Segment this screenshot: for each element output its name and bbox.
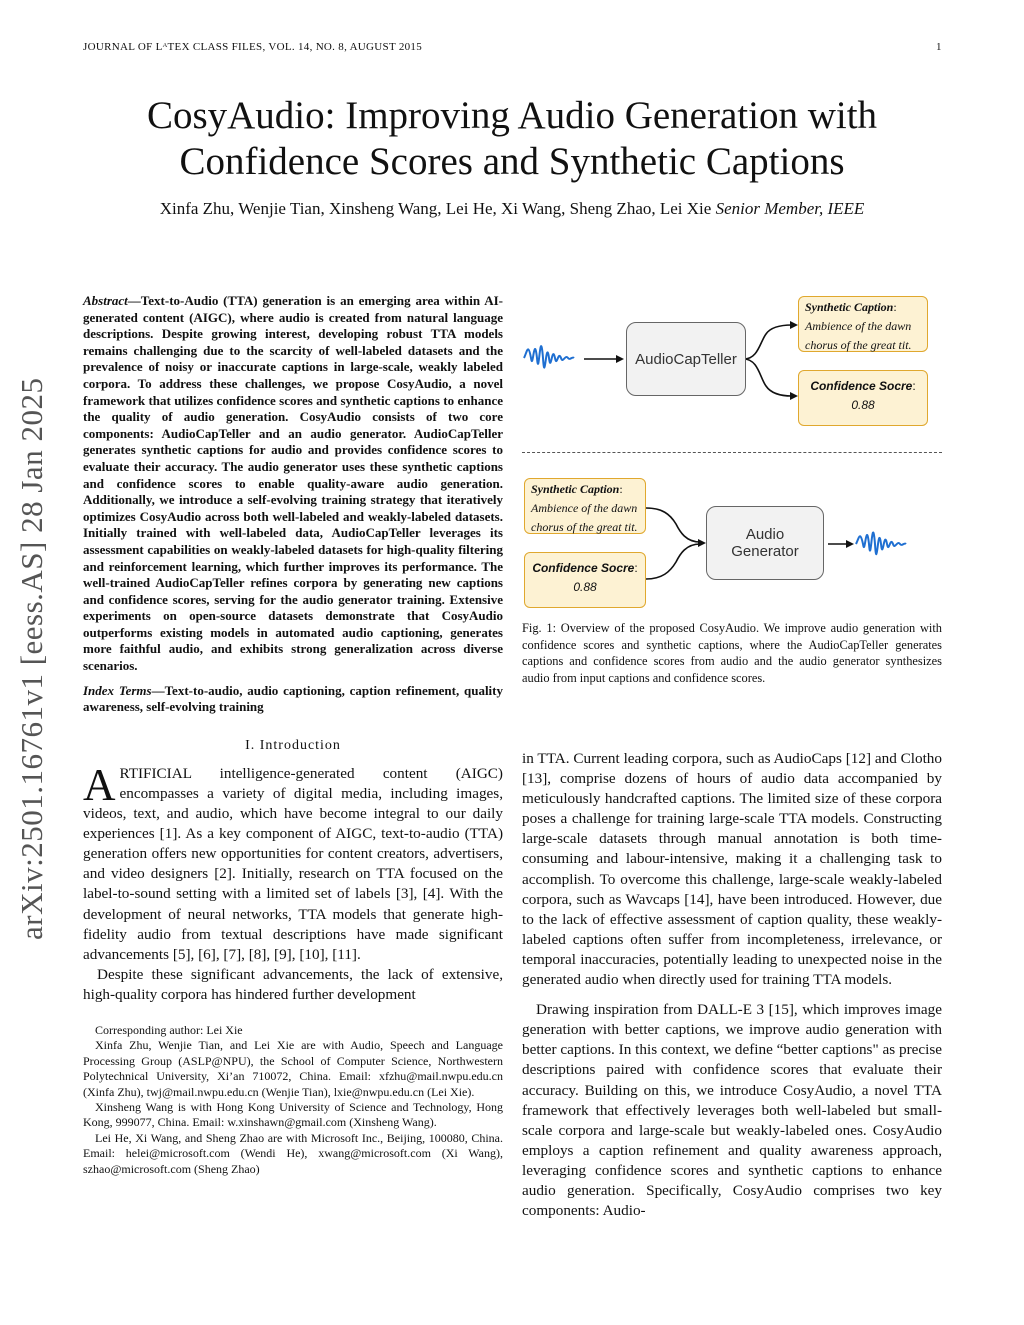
footnotes [83, 1023, 503, 1177]
intro-paragraph-1 [83, 759, 503, 965]
index-terms-text: —Text-to-audio, audio captioning, caption refinement, quality awareness, self-evolving training [83, 682, 503, 715]
title-line-1: CosyAudio: Improving Audio Generation with [146, 94, 878, 137]
left-column [83, 293, 503, 1177]
synthetic-caption-note-top: Synthetic Caption: Ambience of the dawn chorus of the great tit. [798, 296, 928, 352]
synthetic-caption-header-top: Synthetic Caption [805, 300, 894, 314]
intro-paragraph-2-continued: in TTA. Current leading corpora, such as AudioCaps [12] and Clotho [13], comprise dozens of hours of audio data accompanied by meticulously handcrafted captions. The limited size of these corpora poses a challenge for training large-scale TTA models. Constructing large-scale datasets through manual annotation is both time-consuming and labour-intensive, making it a challenging task to accomplish. To overcome this challenge, large-scale weakly-labeled corpora, such as Wavcaps [14], have been introduced. However, due to the lack of effective assessment of caption quality, these weakly-labeled captions often suffer from incompleteness, irrelevance, or temporal inaccuracies, potentially leading to unexpected noise in the generated audio when directly used for training TTA models. [522, 750, 942, 989]
title-line-2: Confidence Scores and Synthetic Captions [179, 140, 845, 183]
figure-divider [522, 452, 942, 453]
footnote-affiliation-1: Xinfa Zhu, Wenjie Tian, and Lei Xie are with Audio, Speech and Language Processing Group (ASLP@NPU), the School of Computer Science, Northwestern Polytechnical University, Xi’an 710072, China. Email: xfzhu@mail.nwpu.edu.cn (Xinfa Zhu), twj@mail.nwpu.edu.cn (Wenjie Tian), lxie@nwpu.edu.cn (Lei Xie). [83, 1038, 503, 1099]
abstract [83, 293, 503, 675]
paper-title [60, 93, 964, 185]
authors-note: Senior Member, IEEE [715, 199, 865, 218]
intro-paragraph-3: Drawing inspiration from DALL-E 3 [15], which improves image generation with better captions, we improve audio generation with better captions. In this context, we define “better captions" as precise descriptions paired with confidence scores that evaluate their accuracy. Building on this, we introduce CosyAudio, a novel TTA framework that effectively leverages both well-labeled but small-scale corpora and large-scale but weakly-labeled ones. CosyAudio employs a caption refinement and quality awareness approach, leveraging confidence scores and synthetic captions to enhance audio generation. Specifically, CosyAudio comprises two key components: Audio- [522, 1001, 942, 1220]
audiocapteller-box [626, 322, 746, 396]
footnote-affiliation-2: Xinsheng Wang is with Hong Kong University of Science and Technology, Hong Kong, 999077, China. Email: w.xinshawn@gmail.com (Xinsheng Wang). [83, 1100, 503, 1130]
index-terms-label: Index Terms [83, 682, 152, 698]
right-column [522, 749, 942, 1221]
authors: Xinfa Zhu, Wenjie Tian, Xinsheng Wang, Lei He, Xi Wang, Sheng Zhao, Lei Xie [159, 199, 712, 218]
confidence-header-bottom: Confidence Socre [532, 561, 635, 575]
synthetic-caption-line2-bottom: chorus of the great tit. [531, 520, 638, 534]
confidence-value-top: 0.88 [851, 398, 875, 412]
author-list [60, 199, 964, 219]
confidence-value-bottom: 0.88 [573, 580, 597, 594]
output-waveform-icon [856, 532, 906, 554]
synthetic-caption-note-bottom: Synthetic Caption: Ambience of the dawn chorus of the great tit. [524, 478, 646, 534]
synthetic-caption-header-bottom: Synthetic Caption [531, 482, 620, 496]
confidence-note-top: Confidence Socre: 0.88 [798, 370, 928, 426]
introduction-body [83, 759, 503, 1005]
synthetic-caption-line2-top: chorus of the great tit. [805, 338, 912, 352]
abstract-label: Abstract [83, 293, 128, 308]
synthetic-caption-line1-bottom: Ambience of the dawn [531, 501, 638, 515]
page-number: 1 [936, 41, 942, 53]
arxiv-identifier: arXiv:2501.16761v1 [eess.AS] 28 Jan 2025 [14, 377, 49, 940]
intro-p1-text: RTIFICIAL intelligence-generated content (AIGC) encompasses a variety of digital media, including images, videos, text, and audio, which have become integral to our daily experiences [1]. As a key component of AIGC, text-to-audio (TTA) generation offers new opportunities for content creators, advertisers, and video designers [2]. Initially, research on TTA focused on the label-to-sound setting with a limited set of labels [3], [4]. With the development of neural networks, TTA models that generate high-fidelity audio from textual descriptions have made significant advancements [5], [6], [7], [8], [9], [10], [11]. [83, 764, 503, 963]
audio-generator-label: Audio Generator [731, 526, 799, 560]
audio-generator-box [706, 506, 824, 580]
footnote-affiliation-3: Lei He, Xi Wang, and Sheng Zhao are with Microsoft Inc., Beijing, 100080, China. Email: helei@microsoft.com (Wendi He), xwang@microsoft.com (Xi Wang), szhao@microsoft.com (Sheng Zhao) [83, 1130, 503, 1176]
section-heading-introduction: I. Introduction [245, 737, 341, 753]
running-head: JOURNAL OF LᴬTEX CLASS FILES, VOL. 14, NO. 8, AUGUST 2015 [83, 41, 423, 53]
footnote-corresponding: Corresponding author: Lei Xie [95, 1022, 243, 1037]
confidence-header-top: Confidence Socre [810, 379, 913, 393]
dropcap: A [83, 759, 116, 810]
abstract-text: —Text-to-Audio (TTA) generation is an emerging area within AI-generated content (AIGC), where audio is created from natural language descriptions. Despite growing interest, developing robust TTA models remains challenging due to the scarcity of well-labeled datasets and the prevalence of noisy or inaccurate captions in large-scale, weakly labeled corpora. To address these challenges, we propose CosyAudio, a novel framework that utilizes confidence scores and synthetic captions to enhance the quality of audio generation. CosyAudio consists of two core components: AudioCapTeller and an audio generator. AudioCapTeller generates synthetic captions for audio and provides confidence scores to evaluate their accuracy. The audio generator uses these synthetic captions and confidence scores to enable quality-aware audio generation. Additionally, we introduce a self-evolving training strategy that iteratively optimizes CosyAudio across both well-labeled and weakly-labeled datasets. Initially trained with well-labeled data, AudioCapTeller leverages its assessment capabilities on weakly-labeled datasets for high-quality filtering and reinforcement learning, which further improves its performance. The well-trained AudioCapTeller refines corpora by generating new captions and confidence scores, serving for the audio generator training. Extensive experiments on open-source datasets demonstrate that CosyAudio outperforms existing models in automated audio captioning, generates more faithful audio, and exhibits strong generalization across diverse scenarios. [83, 293, 503, 674]
figure-1 [522, 292, 942, 612]
intro-paragraph-2: Despite these significant advancements, the lack of extensive, high-quality corpora has hindered further development [83, 965, 503, 1003]
input-waveform-icon [524, 346, 574, 367]
audiocapteller-label: AudioCapTeller [635, 350, 737, 368]
synthetic-caption-line1-top: Ambience of the dawn [805, 319, 912, 333]
confidence-note-bottom: Confidence Socre: 0.88 [524, 552, 646, 608]
index-terms [83, 683, 503, 716]
figure-1-caption: Fig. 1: Overview of the proposed CosyAudio. We improve audio generation with confidence scores and synthetic captions, where the AudioCapTeller generates captions and confidence scores from audio and the audio generator synthesizes audio from input captions and confidence scores. [522, 621, 942, 685]
